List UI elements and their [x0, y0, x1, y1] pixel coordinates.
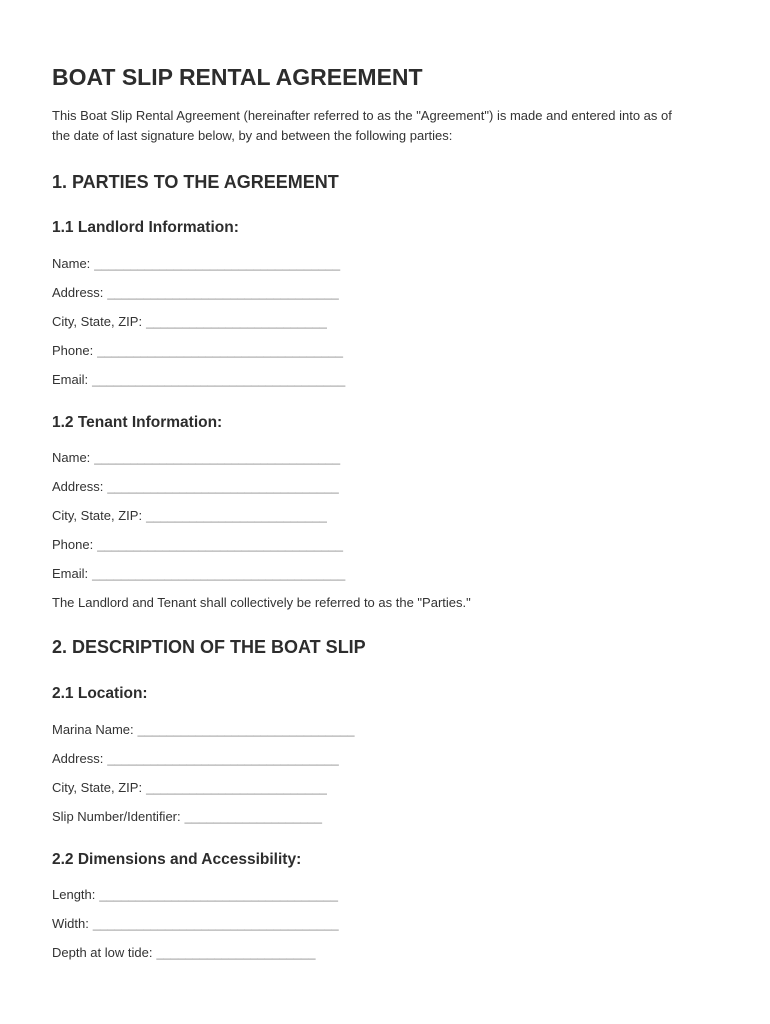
field-label: City, State, ZIP:	[52, 779, 143, 795]
blank-line: _________________________	[146, 313, 327, 329]
blank-line: _________________________	[146, 508, 327, 524]
blank-line: __________________________________	[97, 537, 344, 553]
field-slip-depth-low-tide	[52, 945, 718, 961]
blank-line: ______________________	[156, 945, 316, 961]
blank-line: __________________________________	[94, 255, 341, 271]
blank-line: __________________________________	[94, 450, 341, 466]
blank-line: ________________________________	[107, 479, 339, 495]
blank-line: ___________________	[184, 808, 322, 824]
blank-line: ______________________________	[137, 721, 355, 737]
field-label: Width:	[52, 916, 89, 932]
field-label: Name:	[52, 255, 91, 271]
blank-line: ___________________________________	[92, 566, 346, 582]
field-tenant-city-state-zip	[52, 508, 718, 524]
section-2-heading: 2. DESCRIPTION OF THE BOAT SLIP	[52, 637, 366, 658]
field-label: Phone:	[52, 537, 94, 553]
field-slip-number-identifier	[52, 809, 718, 825]
field-slip-width	[52, 916, 718, 932]
subsection-1-1-heading: 1.1 Landlord Information:	[52, 219, 239, 237]
document-title: BOAT SLIP RENTAL AGREEMENT	[52, 64, 423, 90]
field-landlord-address	[52, 285, 718, 301]
subsection-2-1-heading: 2.1 Location:	[52, 684, 148, 702]
field-label: Address:	[52, 750, 104, 766]
field-slip-length	[52, 887, 718, 903]
field-label: Email:	[52, 566, 89, 582]
field-label: Marina Name:	[52, 721, 134, 737]
field-marina-name	[52, 722, 718, 738]
field-landlord-email	[52, 372, 718, 388]
field-label: Depth at low tide:	[52, 945, 153, 961]
blank-line: _________________________	[146, 779, 327, 795]
parties-note: The Landlord and Tenant shall collectively be referred to as the "Parties."	[52, 595, 471, 611]
field-label: Address:	[52, 479, 104, 495]
field-label: Slip Number/Identifier:	[52, 808, 181, 824]
blank-line: __________________________________	[97, 342, 344, 358]
field-label: Email:	[52, 371, 89, 387]
intro-paragraph: This Boat Slip Rental Agreement (hereinafter referred to as the "Agreement") is made and entered into as of the date of last signature below, by and between the following parties:	[52, 107, 672, 143]
blank-line: ________________________________	[107, 284, 339, 300]
blank-line: ___________________________________	[92, 371, 346, 387]
blank-line: ________________________________	[107, 750, 339, 766]
field-marina-address	[52, 751, 718, 767]
field-landlord-city-state-zip	[52, 314, 718, 330]
blank-line: __________________________________	[92, 916, 339, 932]
subsection-2-2-heading: 2.2 Dimensions and Accessibility:	[52, 850, 302, 868]
field-tenant-address	[52, 479, 718, 495]
field-label: Phone:	[52, 342, 94, 358]
field-landlord-name	[52, 256, 718, 272]
field-label: Length:	[52, 887, 96, 903]
blank-line: _________________________________	[99, 887, 338, 903]
field-label: Name:	[52, 450, 91, 466]
subsection-1-2-heading: 1.2 Tenant Information:	[52, 413, 223, 431]
field-label: Address:	[52, 284, 104, 300]
section-1-heading: 1. PARTIES TO THE AGREEMENT	[52, 171, 339, 192]
field-label: City, State, ZIP:	[52, 508, 143, 524]
field-tenant-phone	[52, 537, 718, 553]
field-tenant-email	[52, 566, 718, 582]
field-landlord-phone	[52, 343, 718, 359]
field-tenant-name	[52, 450, 718, 466]
field-label: City, State, ZIP:	[52, 313, 143, 329]
field-marina-city-state-zip	[52, 780, 718, 796]
